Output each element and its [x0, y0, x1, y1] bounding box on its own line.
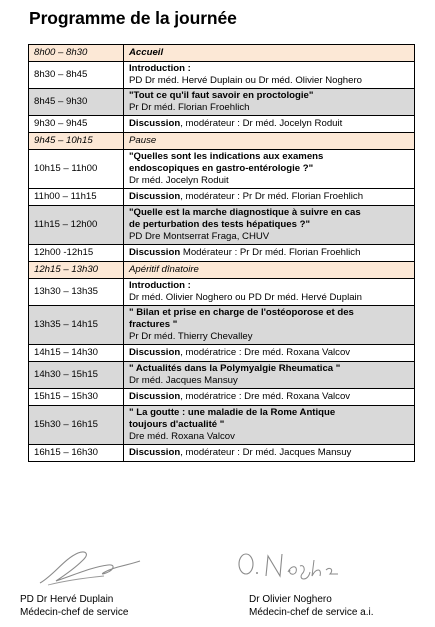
time-slot: 15h15 – 15h30 [29, 389, 124, 406]
session-cell [124, 116, 415, 133]
session-title: endoscopiques en gastro-entérologie ?" [129, 163, 314, 174]
schedule-row [29, 262, 415, 279]
session-line [129, 118, 409, 130]
session-cell [124, 245, 415, 262]
time-slot: 11h00 – 11h15 [29, 189, 124, 206]
moderator-text: , modérateur : Pr Dr méd. Florian Froehlich [180, 191, 364, 202]
session-line [129, 391, 409, 403]
session-cell [124, 262, 415, 279]
session-cell [124, 406, 415, 445]
page-title: Programme de la journée [29, 8, 237, 28]
time-slot: 8h00 – 8h30 [29, 45, 124, 62]
signatory-name: PD Dr Hervé Duplain [20, 594, 114, 605]
session-cell [124, 62, 415, 89]
schedule-row [29, 345, 415, 362]
session-line [129, 219, 409, 231]
time-slot: 15h30 – 16h15 [29, 406, 124, 445]
moderator-text: , modératrice : Dre méd. Roxana Valcov [180, 391, 351, 402]
schedule-row [29, 116, 415, 133]
session-line [129, 102, 409, 114]
schedule-row [29, 389, 415, 406]
time-slot: 11h15 – 12h00 [29, 206, 124, 245]
session-cell [124, 306, 415, 345]
signature-duplain-image [34, 545, 144, 590]
session-line [129, 319, 409, 331]
session-cell [124, 150, 415, 189]
session-speaker: Dr méd. Olivier Noghero ou PD Dr méd. Hervé Duplain [129, 292, 362, 303]
schedule-row [29, 362, 415, 389]
moderator-text: , modérateur : Dr méd. Jacques Mansuy [180, 447, 352, 458]
time-slot: 10h15 – 11h00 [29, 150, 124, 189]
schedule-body [29, 45, 415, 462]
session-title: toujours d'actualité " [129, 419, 225, 430]
session-title: fractures " [129, 319, 178, 330]
signature-block-right [249, 593, 374, 619]
session-speaker: Dr méd. Jocelyn Roduit [129, 175, 229, 186]
time-slot: 12h00 -12h15 [29, 245, 124, 262]
signatory-name: Dr Olivier Noghero [249, 594, 332, 605]
session-speaker: Apéritif dînatoire [129, 264, 199, 275]
session-title: Introduction : [129, 280, 191, 291]
schedule-row [29, 45, 415, 62]
session-speaker: Pr Dr méd. Florian Froehlich [129, 102, 250, 113]
session-cell [124, 133, 415, 150]
session-title: Discussion [129, 391, 181, 402]
session-title: " La goutte : une maladie de la Rome Antique [129, 407, 336, 418]
moderator-text: , modératrice : Dre méd. Roxana Valcov [180, 347, 351, 358]
session-line [129, 247, 409, 259]
session-title: "Quelles sont les indications aux examens [129, 151, 324, 162]
session-line [129, 447, 409, 459]
session-title: de perturbation des tests hépatiques ?" [129, 219, 310, 230]
session-title: " Bilan et prise en charge de l'ostéoporose et des [129, 307, 354, 318]
time-slot: 8h30 – 8h45 [29, 62, 124, 89]
signature-block-left [20, 593, 128, 619]
session-title: Discussion [129, 347, 181, 358]
signatory-role: Médecin-chef de service a.i. [249, 607, 374, 618]
time-slot: 13h30 – 13h35 [29, 279, 124, 306]
moderator-text: Modérateur : Pr Dr méd. Florian Froehlich [180, 247, 361, 258]
session-line [129, 375, 409, 387]
session-line [129, 407, 409, 419]
session-title: " Actualités dans la Polymyalgie Rheumatica " [129, 363, 341, 374]
schedule-row [29, 406, 415, 445]
session-line [129, 431, 409, 443]
session-line [129, 47, 409, 59]
session-cell [124, 445, 415, 462]
schedule-row [29, 89, 415, 116]
session-cell [124, 45, 415, 62]
session-speaker: Dre méd. Roxana Valcov [129, 431, 235, 442]
session-speaker: Pr Dr méd. Thierry Chevalley [129, 331, 253, 342]
session-title: Discussion [129, 247, 181, 258]
session-line [129, 175, 409, 187]
schedule-table [28, 44, 415, 462]
session-line [129, 331, 409, 343]
session-line [129, 280, 409, 292]
session-line [129, 363, 409, 375]
session-line [129, 90, 409, 102]
session-title: Accueil [129, 47, 164, 58]
session-cell [124, 89, 415, 116]
session-cell [124, 189, 415, 206]
schedule-row [29, 279, 415, 306]
session-title: "Quelle est la marche diagnostique à suivre en cas [129, 207, 361, 218]
session-line [129, 231, 409, 243]
session-cell [124, 389, 415, 406]
time-slot: 13h35 – 14h15 [29, 306, 124, 345]
session-line [129, 75, 409, 87]
session-cell [124, 362, 415, 389]
session-speaker: Dr méd. Jacques Mansuy [129, 375, 238, 386]
session-speaker: PD Dre Montserrat Fraga, CHUV [129, 231, 270, 242]
moderator-text: , modérateur : Dr méd. Jocelyn Roduit [180, 118, 343, 129]
session-line [129, 63, 409, 75]
session-line [129, 191, 409, 203]
time-slot: 9h45 – 10h15 [29, 133, 124, 150]
time-slot: 14h15 – 14h30 [29, 345, 124, 362]
schedule-row [29, 150, 415, 189]
schedule-row [29, 445, 415, 462]
session-speaker: Pause [129, 135, 157, 146]
session-cell [124, 279, 415, 306]
schedule-row [29, 206, 415, 245]
session-line [129, 163, 409, 175]
schedule-row [29, 306, 415, 345]
session-line [129, 135, 409, 147]
time-slot: 12h15 – 13h30 [29, 262, 124, 279]
time-slot: 16h15 – 16h30 [29, 445, 124, 462]
session-line [129, 419, 409, 431]
schedule-row [29, 189, 415, 206]
signatory-role: Médecin-chef de service [20, 607, 129, 618]
time-slot: 14h30 – 15h15 [29, 362, 124, 389]
signature-noghero-image [234, 548, 344, 584]
session-title: Discussion [129, 118, 181, 129]
schedule-row [29, 245, 415, 262]
session-title: Introduction : [129, 63, 191, 74]
session-title: "Tout ce qu'il faut savoir en proctologie" [129, 90, 314, 101]
session-line [129, 347, 409, 359]
schedule-row [29, 62, 415, 89]
session-line [129, 292, 409, 304]
session-line [129, 151, 409, 163]
session-speaker: PD Dr méd. Hervé Duplain ou Dr méd. Olivier Noghero [129, 75, 362, 86]
session-line [129, 207, 409, 219]
schedule-row [29, 133, 415, 150]
session-title: Discussion [129, 447, 181, 458]
time-slot: 8h45 – 9h30 [29, 89, 124, 116]
session-cell [124, 345, 415, 362]
session-line [129, 264, 409, 276]
session-title: Discussion [129, 191, 181, 202]
session-line [129, 307, 409, 319]
time-slot: 9h30 – 9h45 [29, 116, 124, 133]
session-cell [124, 206, 415, 245]
